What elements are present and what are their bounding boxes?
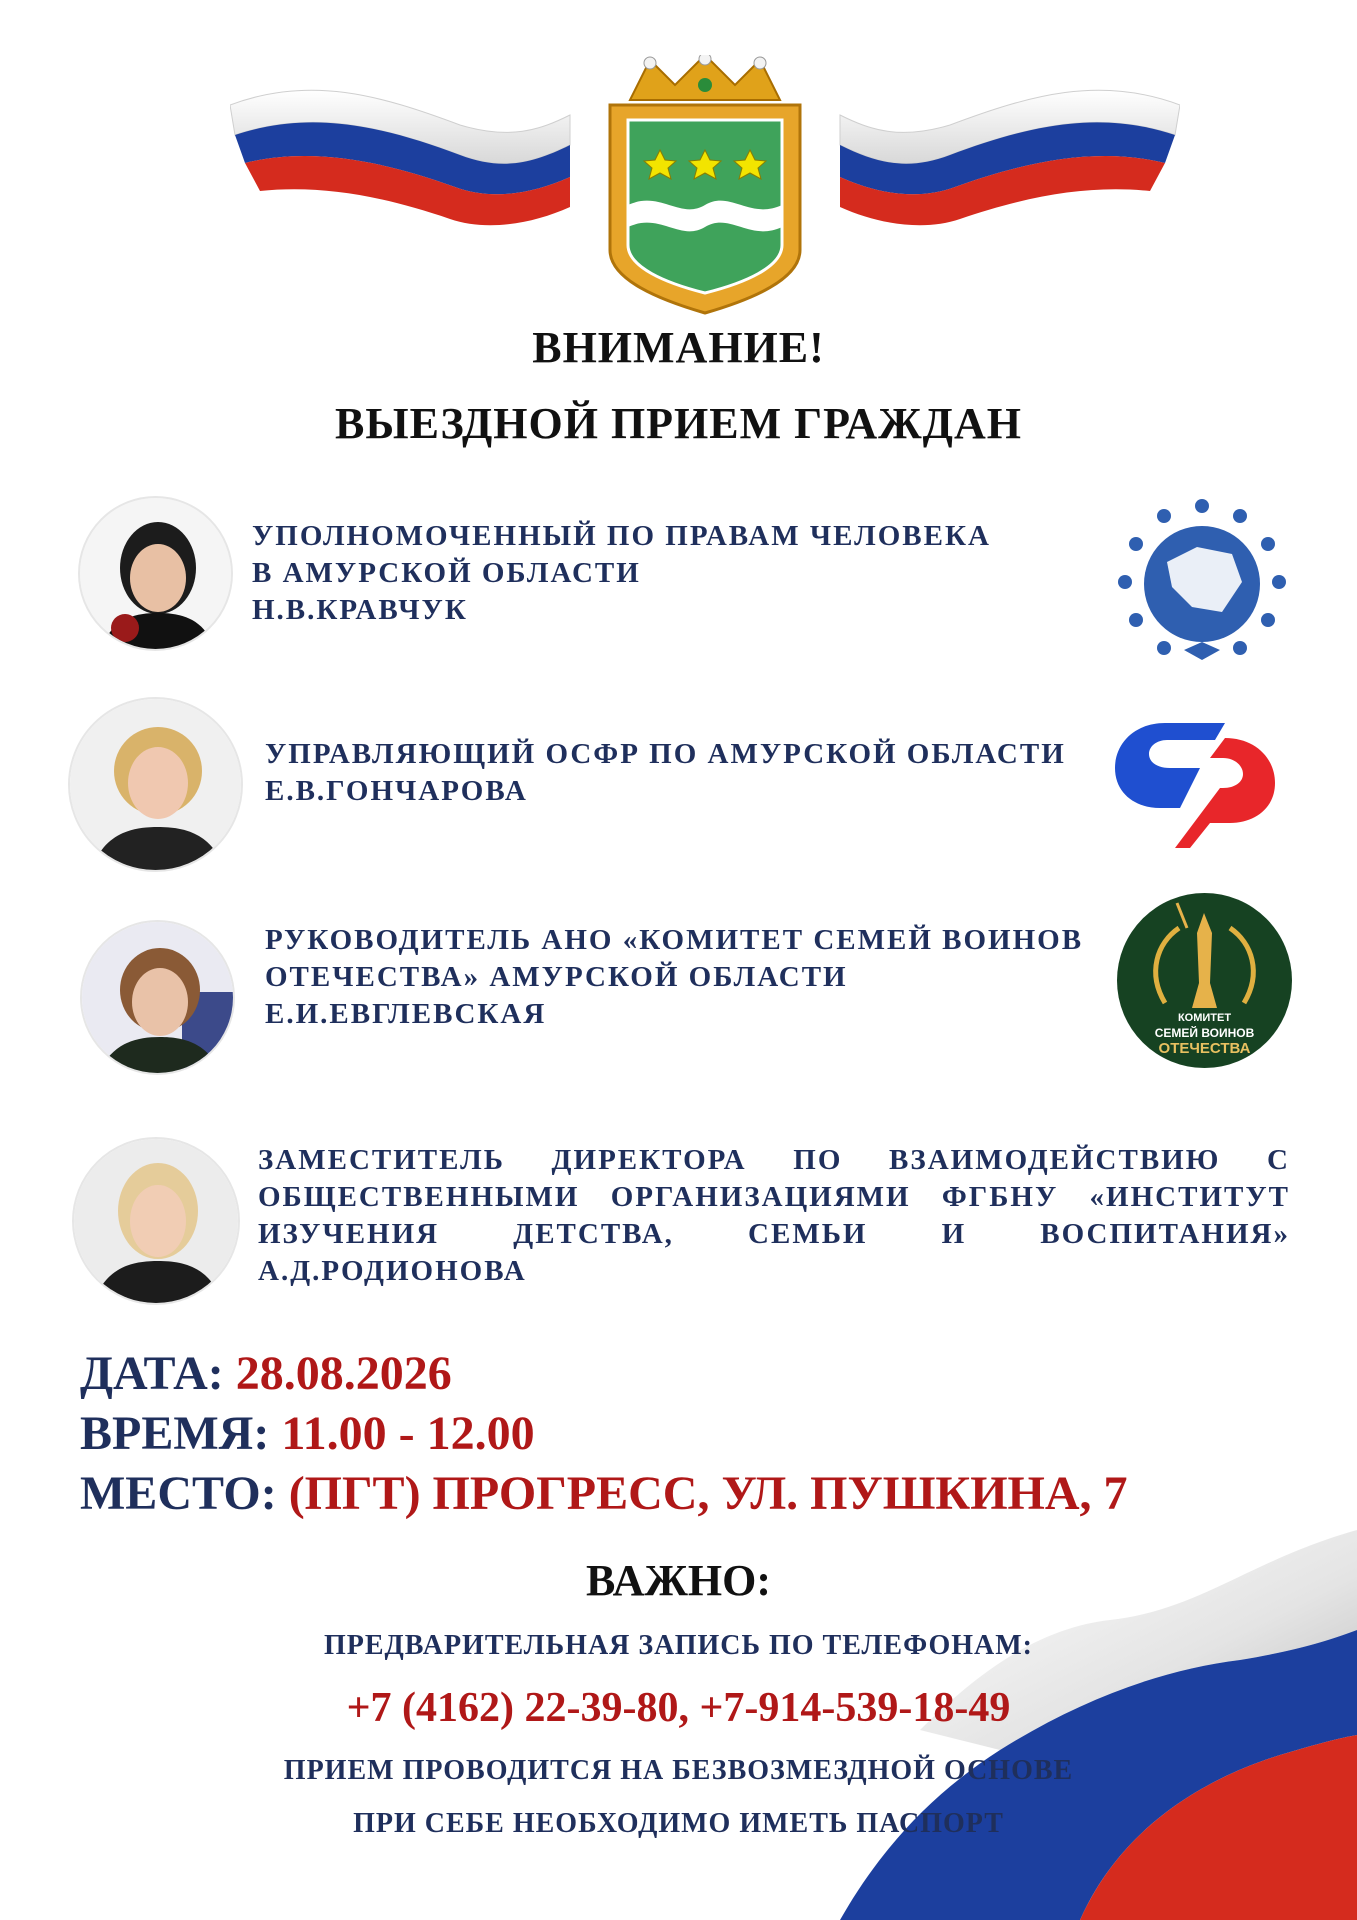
phone-numbers: +7 (4162) 22-39-80, +7-914-539-18-49 [346,1685,1011,1731]
passport-note: ПРИ СЕБЕ НЕОБХОДИМО ИМЕТЬ ПАСПОРТ [353,1808,1004,1839]
date-value: 28.08.2026 [235,1347,452,1400]
page-title: ВНИМАНИЕ! [532,323,825,372]
avatar [78,496,233,651]
place-label: МЕСТО: [80,1467,277,1520]
person-3-text [265,922,1083,1033]
person-4-position: ЗАМЕСТИТЕЛЬ ДИРЕКТОРА ПО ВЗАИМОДЕЙСТВИЮ С ОБЩЕСТВЕННЫМИ ОРГАНИЗАЦИЯМИ ФГБНУ «ИНСТИТУТ ИЗУЧЕНИЯ ДЕТСТВА, СЕМЬИ И ВОСПИТАНИЯ» [258,1144,1290,1250]
right-flag-ribbon [840,90,1180,225]
time-line [80,1405,535,1463]
person-3-line-1: РУКОВОДИТЕЛЬ АНО «КОМИТЕТ СЕМЕЙ ВОИНОВ [265,924,1084,956]
free-of-charge-note: ПРИЕМ ПРОВОДИТСЯ НА БЕЗВОЗМЕЗДНОЙ ОСНОВЕ [283,1755,1074,1786]
person-4-name: А.Д.РОДИОНОВА [258,1255,527,1287]
time-value: 11.00 - 12.00 [281,1407,535,1460]
person-1-name: Н.В.КРАВЧУК [252,594,468,626]
date-line [80,1345,452,1403]
important-heading: ВАЖНО: [586,1556,771,1605]
time-label: ВРЕМЯ: [80,1407,270,1460]
committee-logo-line-2: СЕМЕЙ ВОИНОВ [1154,1026,1255,1040]
person-1-line-1: УПОЛНОМОЧЕННЫЙ ПО ПРАВАМ ЧЕЛОВЕКА [252,520,991,552]
date-label: ДАТА: [80,1347,224,1400]
prereg-label: ПРЕДВАРИТЕЛЬНАЯ ЗАПИСЬ ПО ТЕЛЕФОНАМ: [323,1630,1033,1661]
crown-icon [630,55,780,100]
left-flag-ribbon [230,90,570,225]
sfr-logo [1105,698,1285,848]
avatar [80,920,235,1075]
avatar [72,1137,240,1305]
committee-logo-line-1: КОМИТЕТ [1177,1012,1232,1024]
person-2-text [265,736,1066,810]
person-4-text [258,1142,1290,1253]
person-1-line-2: В АМУРСКОЙ ОБЛАСТИ [252,557,641,589]
person-3-line-2: ОТЕЧЕСТВА» АМУРСКОЙ ОБЛАСТИ [265,961,848,993]
coat-of-arms-with-flags-emblem [230,55,1180,315]
human-rights-ombudsman-logo [1112,492,1292,672]
person-2-name: Е.В.ГОНЧАРОВА [265,775,528,807]
person-2-line-1: УПРАВЛЯЮЩИЙ ОСФР ПО АМУРСКОЙ ОБЛАСТИ [265,738,1066,770]
page-subtitle: ВЫЕЗДНОЙ ПРИЕМ ГРАЖДАН [335,399,1022,448]
committee-logo-line-3: ОТЕЧЕСТВА [1158,1040,1251,1057]
person-4-name-wrap [258,1253,527,1290]
place-value: (ПГТ) ПРОГРЕСС, УЛ. ПУШКИНА, 7 [288,1467,1128,1520]
person-1-text [252,518,991,629]
committee-logo [1117,893,1292,1068]
person-3-name: Е.И.ЕВГЛЕВСКАЯ [265,998,547,1030]
avatar [68,697,243,872]
